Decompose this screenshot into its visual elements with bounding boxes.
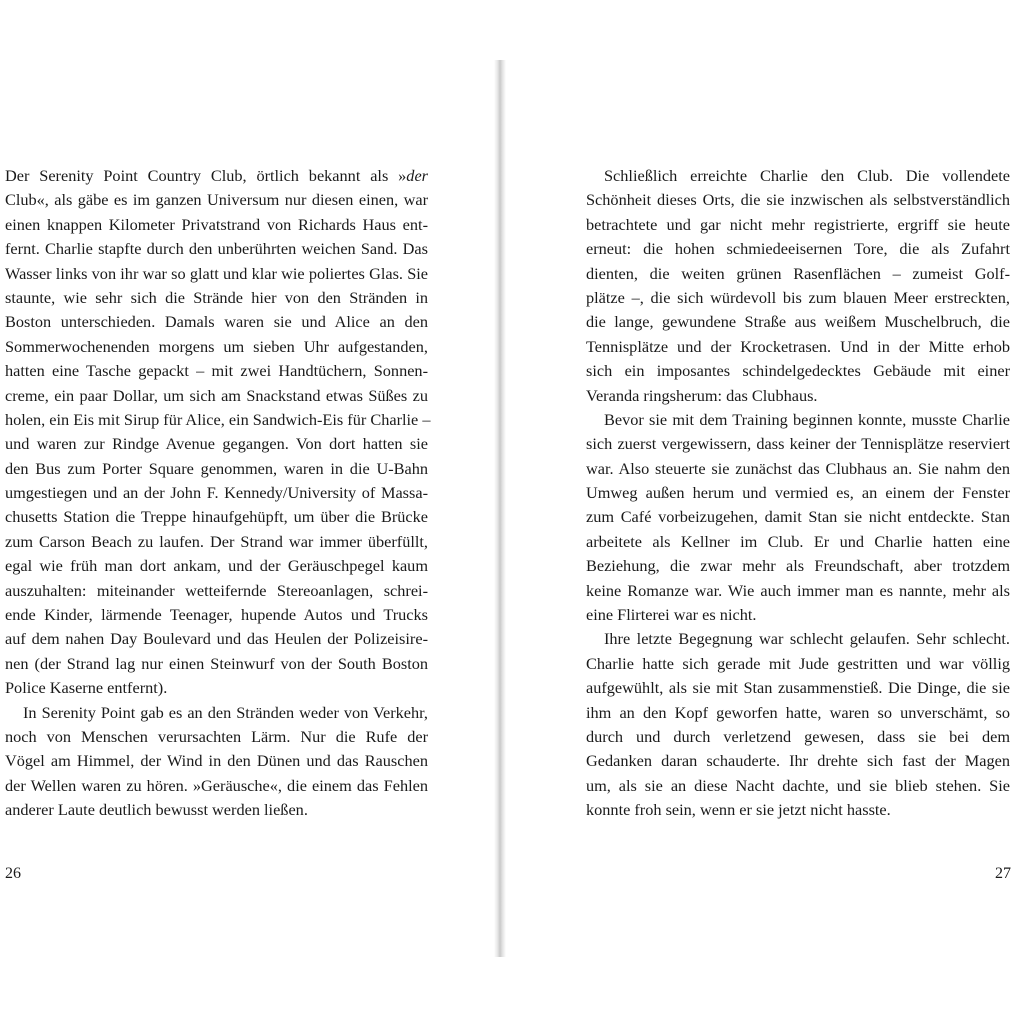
text-line: Vögel am Himmel, der Wind in den Dünen und das Rauschen [5,751,428,771]
text-line: eine Flirterei war es nicht. [586,605,757,625]
text-line: sich ein imposantes schindelgedecktes Gebäude mit einer [586,361,1010,381]
text-line: aufgewühlt, als sie mit Stan zusammenstieß. Die Dinge, die sie [586,678,1010,698]
text-line: konnte froh sein, wenn er sie jetzt nicht hasste. [586,800,891,820]
text-line: Bevor sie mit dem Training beginnen konnte, musste Charlie [604,409,1010,429]
text-line: egal wie früh man dort ankam, und der Geräuschpegel kaum [5,556,428,576]
text-line: Veranda ringsherum: das Clubhaus. [586,385,818,405]
text-line: Gedanken daran schauderte. Ihr drehte sich fast der Magen [586,751,1010,771]
text-line: ende Kinder, lärmende Teenager, hupende Autos und Trucks [5,605,428,625]
text-line: Schönheit dieses Orts, die sie inzwischen als selbstverständlich [586,190,1010,210]
text-line: ihm an den Kopf geworfen hatte, waren so unverschämt, so [586,702,1010,722]
text-line: zum Café vorbeizugehen, damit Stan sie nicht entdeckte. Stan [586,507,1010,527]
text-line: zum Carson Beach zu laufen. Der Strand war immer überfüllt, [5,531,428,551]
left-page-number: 26 [5,865,21,882]
text-line: Ihre letzte Begegnung war schlecht gelaufen. Sehr schlecht. [604,629,1010,649]
text-line: Club«, als gäbe es im ganzen Universum nur diesen einen, war [5,190,428,210]
text-line: Charlie hatte sich gerade mit Jude gestritten und war völlig [586,653,1010,673]
text-line: um, als sie an diese Nacht dachte, und sie blieb stehen. Sie [586,775,1010,795]
text-line: und waren zur Rindge Avenue gegangen. Von dort hatten sie [5,434,428,454]
book-gutter [494,60,506,957]
text-line: Umweg außen herum und vermied es, an einem der Fenster [586,483,1010,503]
text-line: Der Serenity Point Country Club, örtlich bekannt als »der [5,166,428,185]
text-line: erneut: die hohen schmiedeeisernen Tore, die als Zufahrt [586,239,1010,259]
text-line: die lange, gewundene Straße aus weißem Muschelbruch, die [586,312,1010,332]
text-line: staunte, wie sehr sich die Strände hier von den Stränden in [5,287,428,307]
text-line: der Wellen waren zu hören. »Geräusche«, die einem das Fehlen [5,775,428,795]
text-line: auf dem nahen Day Boulevard und das Heulen der Polizeisire- [5,629,428,649]
text-line: Wasser links von ihr war so glatt und klar wie poliertes Glas. Sie [5,263,428,283]
text-line: Sommerwochenenden morgens um sieben Uhr aufgestanden, [5,336,428,356]
text-line: holen, ein Eis mit Sirup für Alice, ein Sandwich-Eis für Charlie – [5,409,431,429]
left-page [0,0,496,1017]
text-line: Boston unterschieden. Damals waren sie und Alice an den [5,312,428,332]
left-page-text [5,164,431,823]
text-line: Schließlich erreichte Charlie den Club. Die vollendete [604,166,1010,185]
text-line: plätze –, die sich würdevoll bis zum blauen Meer erstreckten, [586,287,1010,307]
right-page-number: 27 [995,865,1011,882]
text-line: umgestiegen und an der John F. Kennedy/University of Massa- [5,483,428,503]
text-line: arbeitete als Kellner im Club. Er und Charlie hatten eine [586,531,1010,551]
text-line: fernt. Charlie stapfte durch den unberührten weichen Sand. Das [5,239,428,259]
text-line: nen (der Strand lag nur einen Steinwurf von der South Boston [5,653,428,673]
text-line: Tennisplätze und der Krocketrasen. Und in der Mitte erhob [586,336,1010,356]
right-page [506,0,1017,1017]
text-line: sich zuerst vergewissern, dass keiner der Tennisplätze reserviert [586,434,1010,454]
text-line: durch und durch verletzend gewesen, dass sie bei dem [586,726,1010,746]
text-line: dienten, die weiten grünen Rasenflächen – zumeist Golf- [586,263,1010,283]
text-line: betrachtete und gar nicht mehr registrierte, ergriff sie heute [586,214,1010,234]
text-line: chusetts Station die Treppe hinaufgehüpft, um über die Brücke [5,507,428,527]
text-line: war. Also steuerte sie zunächst das Clubhaus an. Sie nahm den [586,458,1010,478]
text-line: noch von Menschen verursachten Lärm. Nur die Rufe der [5,726,428,746]
text-line: Beziehung, die zwar mehr als Freundschaft, aber trotzdem [586,556,1010,576]
text-line: Police Kaserne entfernt). [5,678,168,698]
text-line: hatten eine Tasche gepackt – mit zwei Handtüchern, Sonnen- [5,361,428,381]
text-line: einen knappen Kilometer Privatstrand von Richards Haus ent- [5,214,428,234]
text-line: anderer Laute deutlich bewusst werden ließen. [5,800,308,820]
text-line: In Serenity Point gab es an den Stränden weder von Verkehr, [23,702,428,722]
right-page-text [586,164,1010,823]
text-line: creme, ein paar Dollar, um sich am Snackstand etwas Süßes zu [5,385,428,405]
text-line: den Bus zum Porter Square genommen, waren in die U-Bahn [5,458,428,478]
text-line: keine Romanze war. Wie auch immer man es nannte, mehr als [586,580,1010,600]
text-line: auszuhalten: miteinander wetteifernde Stereoanlagen, schrei- [5,580,428,600]
emphasis: der [406,166,428,185]
